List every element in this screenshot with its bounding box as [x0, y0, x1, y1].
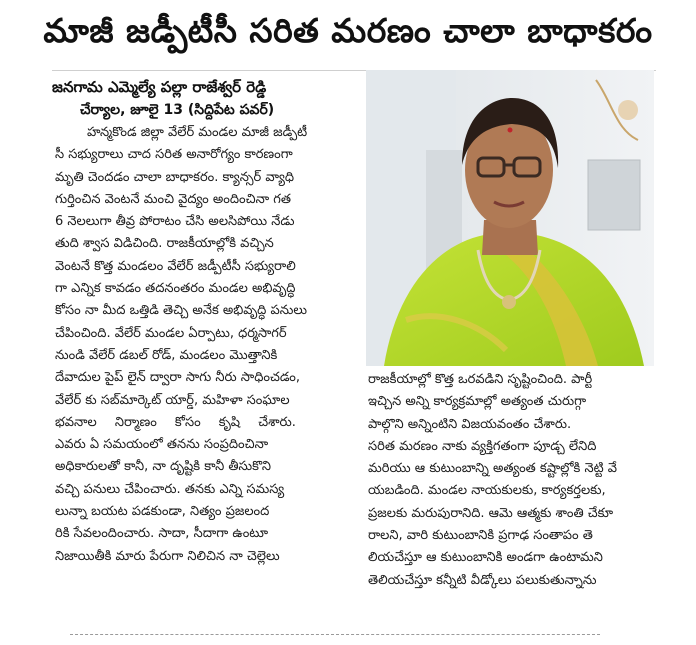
- body-line: నుండి వేలేర్ డబల్ రోడ్, మండలం మొత్తానికి: [55, 347, 278, 363]
- body-line: రాలని, వారి కుటుంబానికి ప్రగాఢ సంతాపం తె: [368, 528, 593, 544]
- body-line: తుది శ్వాస విడిచింది. రాజకీయాల్లోకి వచ్చిన: [55, 236, 274, 252]
- body-line: పాల్గొని అన్నింటిని విజయవంతం చేశారు.: [368, 416, 572, 432]
- body-line: కోసం నా మీద ఒత్తిడి తెచ్చి అనేక అభివృద్ధి పనులు: [55, 303, 308, 319]
- body-line: గా ఎన్నిక కావడం తదనంతరం మండల అభివృద్ధి: [55, 281, 296, 297]
- body-line: లున్నా బయట పడకుండా, నిత్యం ప్రజలంద: [55, 504, 270, 520]
- body-line: మృతి చెందడం చాలా బాధాకరం. క్యాన్సర్ వ్యాధి: [55, 169, 295, 185]
- body-line: నిజాయితీకి మారు పేరుగా నిలిచిన నా చెల్లెలు: [55, 548, 280, 564]
- body-line: ప్రజలకు మరుపురానిది. ఆమె ఆత్మకు శాంతి చేకూ: [368, 505, 614, 521]
- article-body-right: [368, 369, 653, 592]
- body-line: సరిత మరణం నాకు వ్యక్తిగతంగా పూడ్చ లేనిది: [368, 438, 597, 454]
- body-line: గుర్తించిన వెంటనే మంచి వైద్యం అందించినా గత: [55, 191, 291, 207]
- body-line: దేవాదుల పైప్ లైన్ ద్వారా సాగు నీరు సాధించడం,: [55, 370, 300, 386]
- body-line: 6 నెలలుగా తీవ్ర పోరాటం చేసి అలసిపోయి నేడు: [55, 214, 295, 230]
- body-line: భవనాల నిర్మాణం కోసం కృషి చేశారు.: [55, 414, 296, 430]
- article-body-left: [55, 122, 365, 568]
- body-line: వెంటనే కొత్త మండలం వేలేర్ జడ్పీటీసీ సభ్యురాలి: [55, 258, 296, 274]
- body-line: రికి సేవలందించారు. సాదా, సీదాగా ఉంటూ: [55, 526, 269, 542]
- body-line: అధికారులతో కానీ, నా దృష్టికి కానీ తీసుకొని: [55, 459, 271, 475]
- portrait-photo: [366, 70, 654, 366]
- body-line: సీ సభ్యురాలు చాద సరిత అనారోగ్యం కారణంగా: [55, 147, 293, 163]
- body-line: హన్మకొండ జిల్లా వేలేర్ మండల మాజీ జడ్పీటీ: [87, 125, 308, 140]
- body-line: యబడింది. మండల నాయకులకు, కార్యకర్తలకు,: [368, 483, 606, 499]
- body-line: ఎవరు ఏ సమయంలో తనను సంప్రదించినా: [55, 437, 269, 453]
- dateline: చేర్యాల, జూలై 13 (సిద్దిపేట పవర్): [80, 102, 275, 118]
- body-line: మరియు ఆ కుటుంబాన్ని అత్యంత కష్టాల్లోకి నెట్టి వే: [368, 461, 617, 477]
- body-line: వేలేర్ కు సబ్‌మార్కెట్ యార్డ్, మహిళా సంఘాల: [55, 392, 290, 408]
- body-line: చేపించింది. వేలేర్ మండల ఏర్పాటు, ధర్మసాగర్: [55, 325, 287, 341]
- subheadline: జనగామ ఎమ్మెల్యే పల్లా రాజేశ్వర్ రెడ్డి: [52, 78, 267, 96]
- body-line: రాజకీయాల్లో కొత్త ఒరవడిని సృష్టించింది. పార్టీ: [368, 372, 593, 387]
- body-line: లియచేస్తూ ఆ కుటుంబానికి అండగా ఉంటామని: [368, 550, 603, 566]
- body-line: తెలియచేస్తూ కన్నీటి వీడ్కోలు పలుకుతున్నాను: [368, 572, 597, 588]
- bottom-divider: [70, 634, 600, 635]
- body-line: ఇచ్చిన అన్ని కార్యక్రమాల్లో అత్యంత చురుగ్గా: [368, 394, 587, 410]
- body-line: వచ్చి పనులు చేపించారు. తనకు ఎన్ని సమస్య: [55, 481, 285, 497]
- headline: మాజీ జడ్పీటీసీ సరిత మరణం చాలా బాధాకరం: [43, 10, 653, 50]
